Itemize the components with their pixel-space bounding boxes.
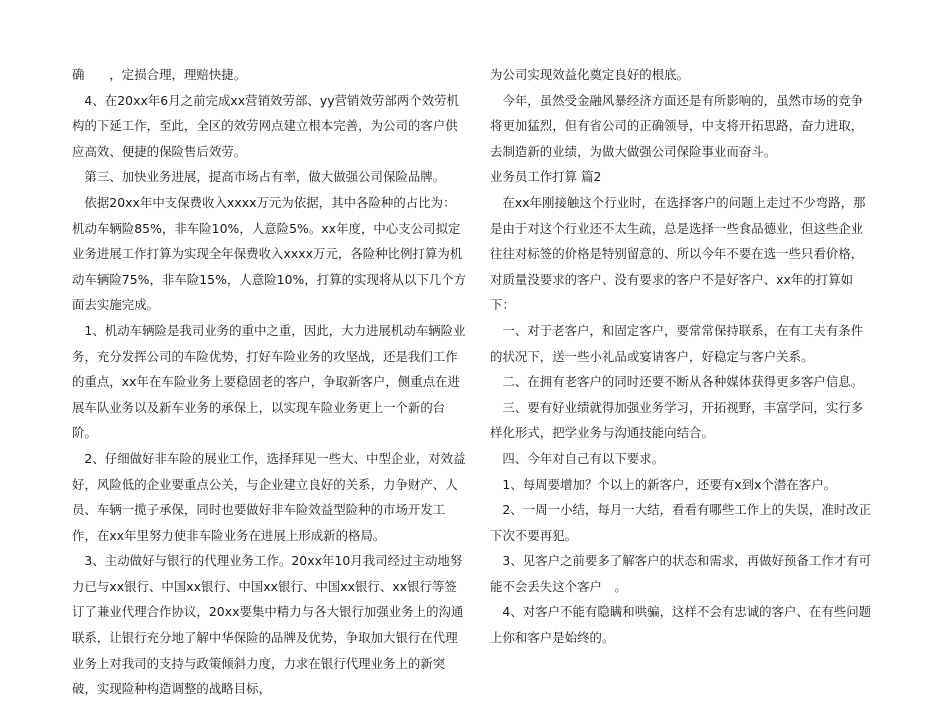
list-item: 3、见客户之前要多了解客户的状态和需求，再做好预备工作才有可能不会丢失这个客户 。 <box>490 553 872 594</box>
list-item: 4、对客户不能有隐瞒和哄骗，这样不会有忠诚的客户、在有些问题上你和客户是始终的。 <box>490 604 872 646</box>
paragraph: 在xx年刚接触这个行业时，在选择客户的问题上走过不少弯路，那是由于对这个行业还不太生疏，总是选择一些食品德业，但这些企业往往对标签的价格是特别留意的、所以今年不要在选一些只看价格，对质量没要求的客户、没有要求的客户不是好客户、xx年的打算如下： <box>490 194 866 313</box>
list-item: 1、每周要增加？个以上的新客户，还要有x到x个潜在客户。 <box>502 476 837 492</box>
section-heading: 第三、加快业务进展，提高市场占有率，做大做强公司保险品牌。 <box>84 169 446 185</box>
paragraph: 3、主动做好与银行的代理业务工作。20xx年10月我司经过主动地努力已与xx银行、中国xx银行、中国xx银行、中国xx银行、xx银行等签订了兼业代理合作协议，20xx要集中精力与各大银行加强业务上的沟通联系，让银行充分地了解中华保险的品牌及优势，争取加大银行在代理业务上对我司的支持与政策倾斜力度，力求在银行代理业务上的新突破，实现险种构造调整的战略目标， <box>72 553 464 697</box>
paragraph: 确 ，定损合理，理赔快捷。 <box>72 67 247 82</box>
left-column <box>72 62 467 702</box>
paragraph: 1、机动车辆险是我司业务的重中之重，因此，大力进展机动车辆险业务，充分发挥公司的车险优势，打好车险业务的攻坚战，还是我们工作的重点，xx年在车险业务上要稳固老的客户，争取新客户，侧重点在进展车队业务以及新车业务的承保上，以实现车险业务更上一个新的台阶。 <box>72 322 466 441</box>
list-item: 2、一周一小结，每月一大结，看看有哪些工作上的失误，准时改正下次不要再犯。 <box>490 502 872 543</box>
paragraph: 为公司实现效益化奠定良好的根底。 <box>490 67 690 82</box>
section-heading: 业务员工作打算 篇2 <box>490 169 602 185</box>
paragraph: 依据20xx年中支保费收入xxxx万元为依据，其中各险种的占比为：机动车辆险85%，非车险10%，人意险5%。xx年度，中心支公司拟定业务进展工作打算为实现全年保费收入xxxx万元，各险种比例打算为机动车辆险75%，非车险15%，人意险10%，打算的实现将从以下几个方面去实施完成。 <box>72 194 467 313</box>
paragraph: 4、在20xx年6月之前完成xx营销效劳部、yy营销效劳部两个效劳机构的下延工作，至此，全区的效劳网点建立根本完善，为公司的客户供应高效、便捷的保险售后效劳。 <box>72 92 459 159</box>
paragraph: 三、要有好业绩就得加强业务学习，开拓视野，丰富学问，实行多样化形式，把学业务与沟通技能向结合。 <box>490 399 864 441</box>
paragraph: 2、仔细做好非车险的展业工作，选择拜见一些大、中型企业，对效益好，风险低的企业要重点公关，与企业建立良好的关系，力争财产、人员、车辆一揽子承保，同时也要做好非车险效益型险种的市场开发工作，在xx年里努力使非车险业务在进展上形成新的格局。 <box>72 450 466 543</box>
right-column <box>490 62 875 651</box>
paragraph: 今年，虽然受金融风暴经济方面还是有所影响的，虽然市场的竞争将更加猛烈，但有省公司的正确领导，中支将开拓思路，奋力进取，去制造新的业绩，为做大做强公司保险事业而奋斗。 <box>490 92 864 159</box>
paragraph: 四、今年对自己有以下要求。 <box>502 450 665 466</box>
paragraph: 二、在拥有老客户的同时还要不断从各种媒体获得更多客户信息。 <box>502 374 864 390</box>
paragraph: 一、对于老客户，和固定客户，要常常保持联系，在有工夫有条件的状况下，送一些小礼品或宴请客户，好稳定与客户关系。 <box>490 322 864 364</box>
